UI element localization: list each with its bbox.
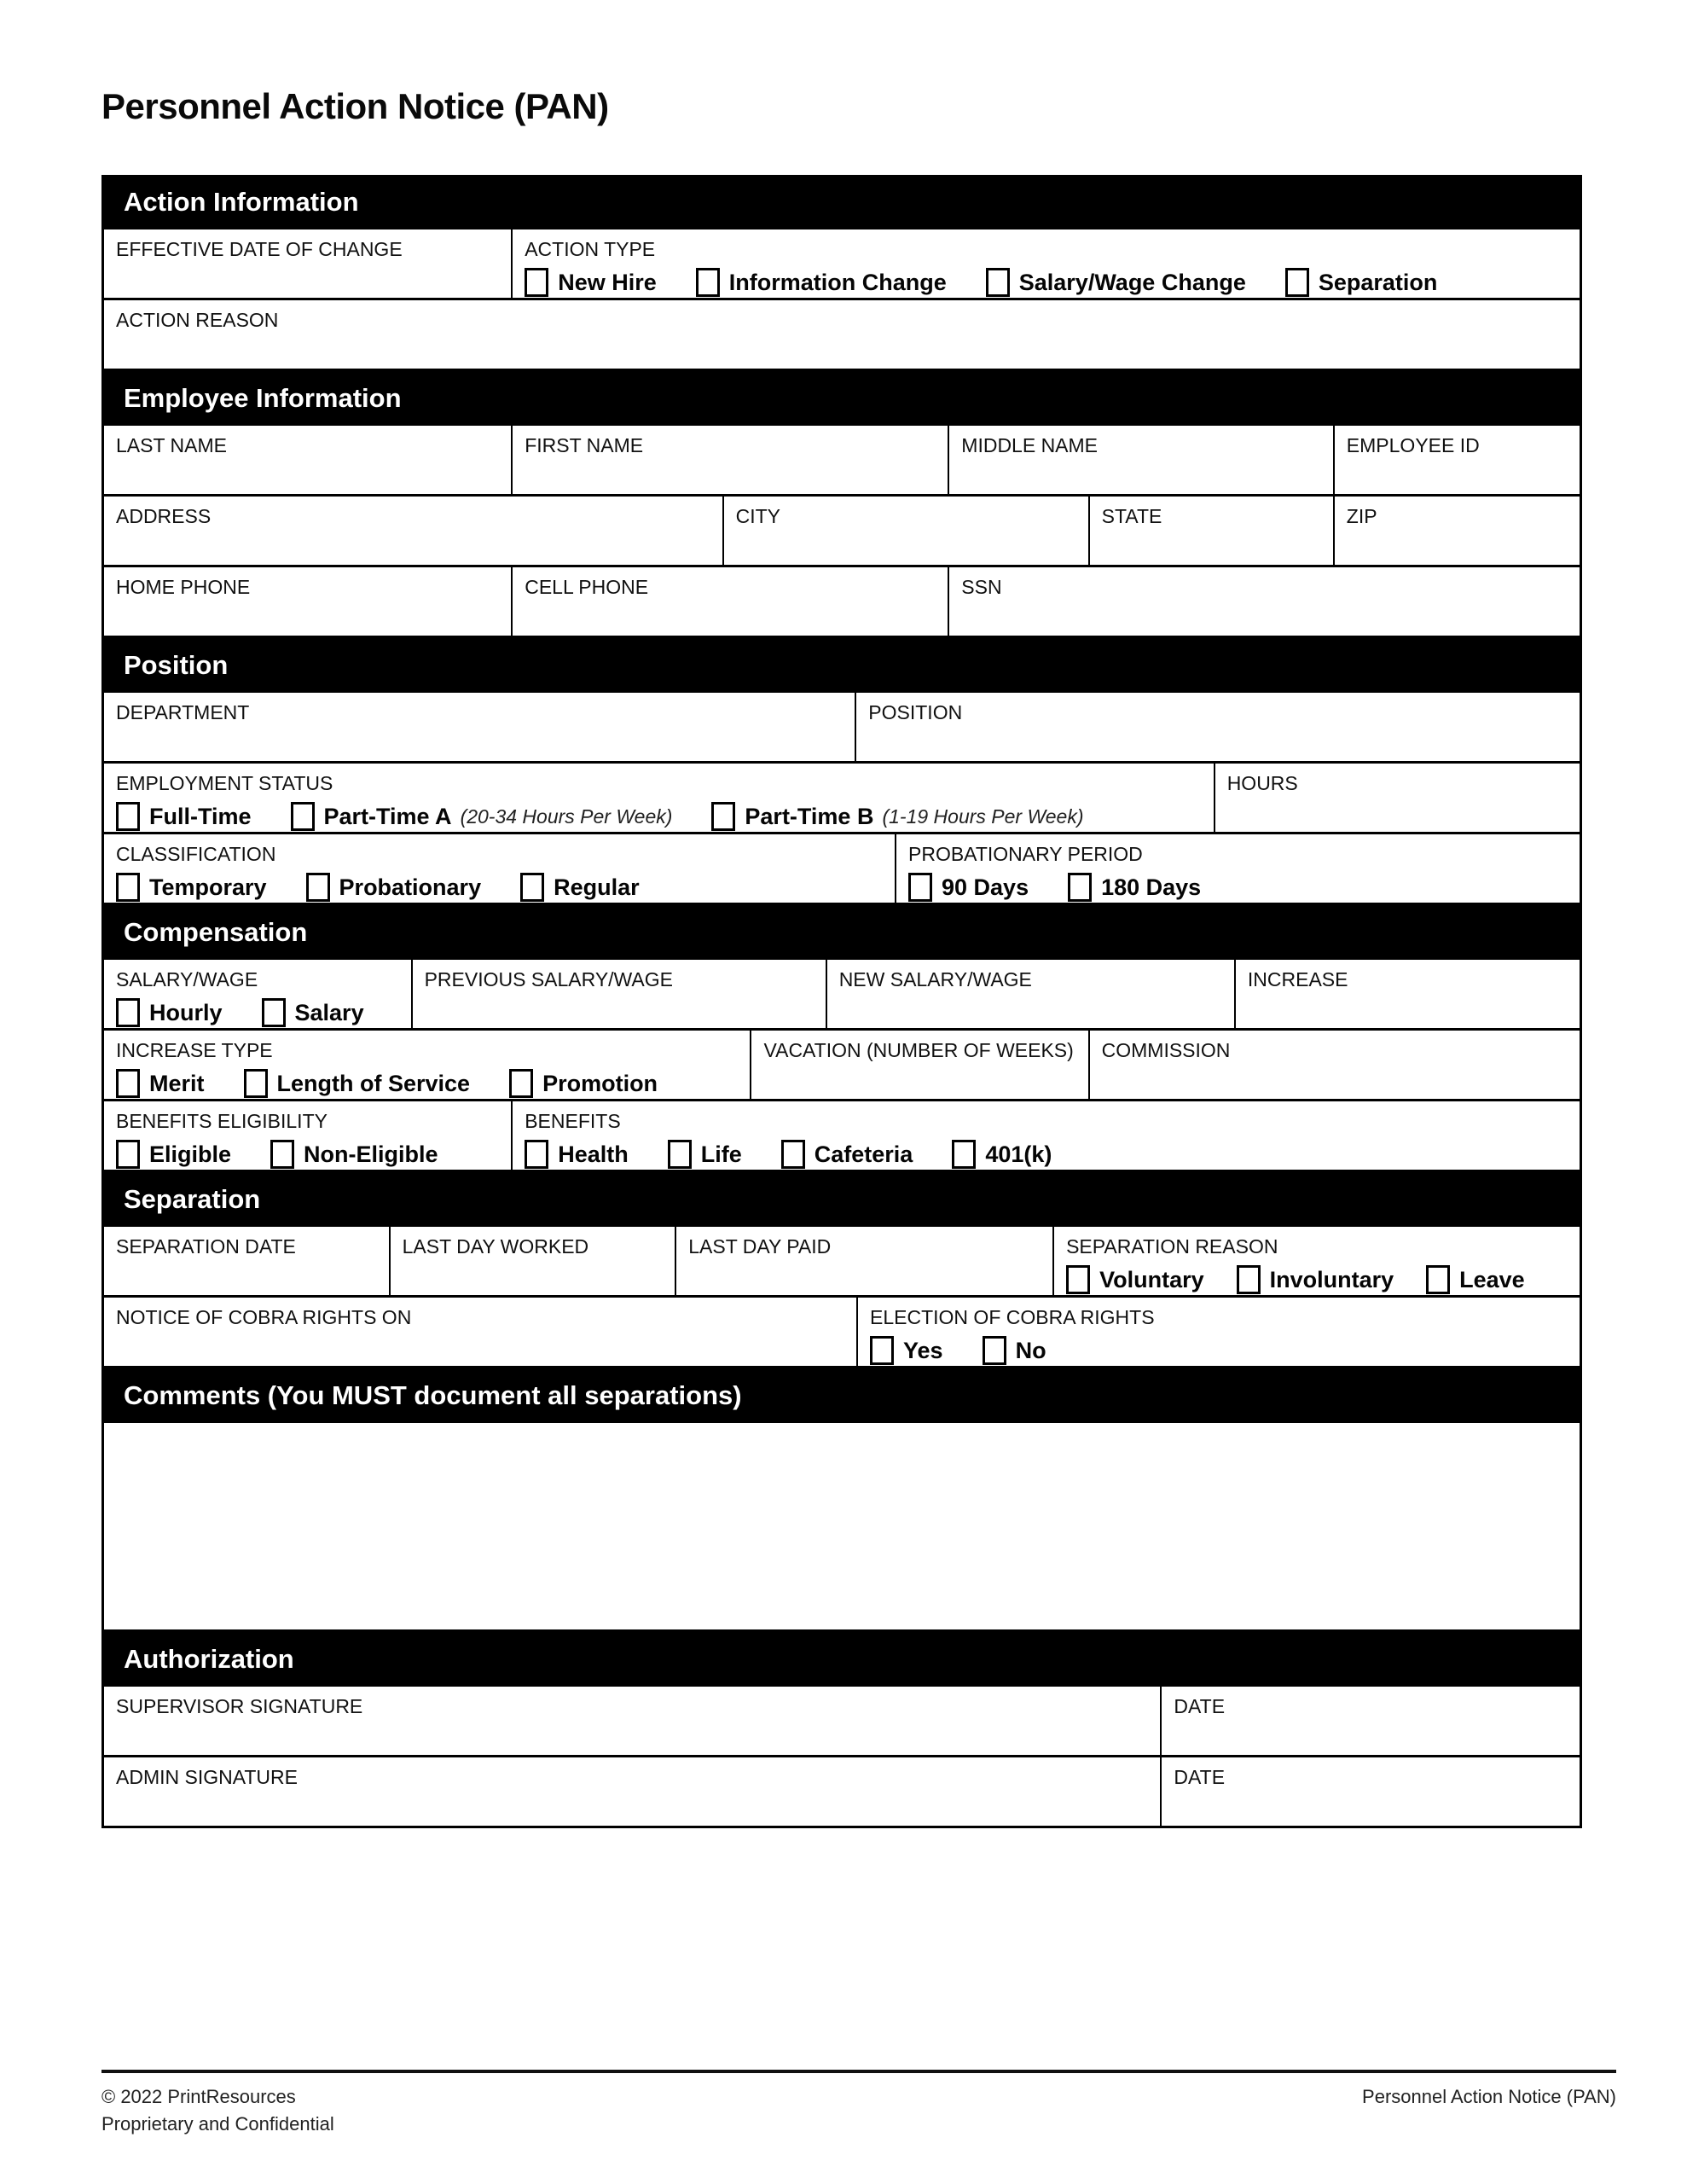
employee-id-field[interactable] bbox=[1335, 426, 1580, 494]
position-label: POSITION bbox=[868, 701, 963, 723]
supervisor-date-field[interactable] bbox=[1162, 1687, 1580, 1755]
life-checkbox[interactable] bbox=[668, 1140, 692, 1169]
salary-wage-label: SALARY/WAGE bbox=[116, 968, 258, 990]
section-header-label: Separation bbox=[124, 1184, 261, 1214]
middle-name-label: MIDDLE NAME bbox=[961, 434, 1099, 456]
option-cobra-no: No bbox=[983, 1336, 1046, 1365]
section-header-label: Employee Information bbox=[124, 383, 402, 413]
section-header-position bbox=[101, 638, 1582, 693]
section-header-authorization bbox=[101, 1632, 1582, 1687]
section-header-action-information bbox=[101, 175, 1582, 229]
cell-phone-label: CELL PHONE bbox=[525, 576, 649, 598]
address-label: ADDRESS bbox=[116, 505, 212, 527]
option-merit: Merit bbox=[116, 1069, 205, 1098]
part-time-b-checkbox[interactable] bbox=[711, 802, 735, 831]
regular-checkbox[interactable] bbox=[520, 873, 544, 902]
days-90-checkbox[interactable] bbox=[908, 873, 932, 902]
hours-field[interactable] bbox=[1215, 764, 1580, 832]
first-name-label: FIRST NAME bbox=[525, 434, 644, 456]
option-new-hire: New Hire bbox=[525, 268, 657, 297]
action-reason-label: ACTION REASON bbox=[116, 309, 279, 331]
cobra-no-checkbox[interactable] bbox=[983, 1336, 1006, 1365]
previous-salary-wage-field[interactable] bbox=[413, 960, 827, 1028]
information-change-checkbox[interactable] bbox=[696, 268, 720, 297]
state-field[interactable] bbox=[1090, 497, 1335, 565]
commission-field[interactable] bbox=[1090, 1031, 1580, 1099]
option-non-eligible: Non-Eligible bbox=[270, 1140, 438, 1169]
increase-field[interactable] bbox=[1236, 960, 1580, 1028]
salary-checkbox[interactable] bbox=[262, 998, 286, 1027]
first-name-field[interactable] bbox=[513, 426, 949, 494]
option-401k: 401(k) bbox=[952, 1140, 1052, 1169]
option-health: Health bbox=[525, 1140, 629, 1169]
effective-date-label: EFFECTIVE DATE OF CHANGE bbox=[116, 238, 403, 260]
employee-id-label: EMPLOYEE ID bbox=[1346, 434, 1480, 456]
option-salary-wage-change: Salary/Wage Change bbox=[986, 268, 1246, 297]
city-field[interactable] bbox=[724, 497, 1090, 565]
section-header-label: Position bbox=[124, 650, 229, 680]
option-cafeteria: Cafeteria bbox=[781, 1140, 913, 1169]
department-label: DEPARTMENT bbox=[116, 701, 250, 723]
option-cobra-yes: Yes bbox=[870, 1336, 943, 1365]
option-involuntary: Involuntary bbox=[1237, 1265, 1394, 1294]
option-life: Life bbox=[668, 1140, 742, 1169]
option-eligible: Eligible bbox=[116, 1140, 231, 1169]
action-type-label: ACTION TYPE bbox=[525, 238, 656, 260]
option-probationary: Probationary bbox=[306, 873, 482, 902]
section-header-label: Authorization bbox=[124, 1644, 294, 1674]
employment-status-group bbox=[104, 764, 1215, 832]
commission-label: COMMISSION bbox=[1101, 1039, 1231, 1061]
supervisor-signature-field[interactable] bbox=[104, 1687, 1162, 1755]
promotion-checkbox[interactable] bbox=[509, 1069, 533, 1098]
home-phone-label: HOME PHONE bbox=[116, 576, 251, 598]
supervisor-date-label: DATE bbox=[1174, 1695, 1226, 1717]
admin-date-label: DATE bbox=[1174, 1766, 1226, 1788]
department-field[interactable] bbox=[104, 693, 856, 761]
middle-name-field[interactable] bbox=[949, 426, 1335, 494]
option-regular: Regular bbox=[520, 873, 640, 902]
part-time-a-hours-hint: (20-34 Hours Per Week) bbox=[460, 804, 673, 828]
separation-reason-group bbox=[1054, 1227, 1580, 1295]
option-promotion: Promotion bbox=[509, 1069, 658, 1098]
home-phone-field[interactable] bbox=[104, 567, 513, 636]
last-day-worked-label: LAST DAY WORKED bbox=[402, 1235, 589, 1258]
voluntary-checkbox[interactable] bbox=[1066, 1265, 1090, 1294]
pan-form bbox=[101, 175, 1582, 1828]
cell-phone-field[interactable] bbox=[513, 567, 949, 636]
part-time-a-checkbox[interactable] bbox=[291, 802, 315, 831]
probationary-checkbox[interactable] bbox=[306, 873, 330, 902]
footer-copyright: © 2022 PrintResources bbox=[101, 2086, 296, 2107]
benefits-eligibility-group bbox=[104, 1101, 513, 1170]
salary-wage-group bbox=[104, 960, 413, 1028]
city-label: CITY bbox=[735, 505, 780, 527]
separation-date-label: SEPARATION DATE bbox=[116, 1235, 296, 1258]
part-time-b-hours-hint: (1-19 Hours Per Week) bbox=[882, 804, 1084, 828]
position-field[interactable] bbox=[856, 693, 1580, 761]
cobra-yes-checkbox[interactable] bbox=[870, 1336, 894, 1365]
new-hire-checkbox[interactable] bbox=[525, 268, 548, 297]
page-footer bbox=[101, 2070, 1616, 2138]
cobra-notice-label: NOTICE OF COBRA RIGHTS ON bbox=[116, 1306, 412, 1328]
section-header-employee-information bbox=[101, 371, 1582, 426]
full-time-checkbox[interactable] bbox=[116, 802, 140, 831]
option-part-time-b: Part-Time B (1-19 Hours Per Week) bbox=[711, 802, 1083, 831]
increase-type-label: INCREASE TYPE bbox=[116, 1039, 273, 1061]
ssn-label: SSN bbox=[961, 576, 1002, 598]
option-hourly: Hourly bbox=[116, 998, 223, 1027]
involuntary-checkbox[interactable] bbox=[1237, 1265, 1261, 1294]
admin-date-field[interactable] bbox=[1162, 1757, 1580, 1826]
ssn-field[interactable] bbox=[949, 567, 1580, 636]
new-salary-wage-label: NEW SALARY/WAGE bbox=[838, 968, 1032, 990]
section-header-label: Compensation bbox=[124, 917, 308, 947]
benefits-group bbox=[513, 1101, 1580, 1170]
admin-signature-label: ADMIN SIGNATURE bbox=[116, 1766, 298, 1788]
option-90-days: 90 Days bbox=[908, 873, 1029, 902]
comments-box[interactable] bbox=[104, 1423, 1580, 1629]
option-temporary: Temporary bbox=[116, 873, 267, 902]
benefits-eligibility-label: BENEFITS ELIGIBILITY bbox=[116, 1110, 328, 1132]
section-header-separation bbox=[101, 1172, 1582, 1227]
benefits-label: BENEFITS bbox=[525, 1110, 621, 1132]
supervisor-signature-label: SUPERVISOR SIGNATURE bbox=[116, 1695, 363, 1717]
length-of-service-checkbox[interactable] bbox=[244, 1069, 268, 1098]
action-reason-field[interactable] bbox=[104, 300, 1580, 369]
temporary-checkbox[interactable] bbox=[116, 873, 140, 902]
eligible-checkbox[interactable] bbox=[116, 1140, 140, 1169]
cafeteria-checkbox[interactable] bbox=[781, 1140, 805, 1169]
cobra-election-label: ELECTION OF COBRA RIGHTS bbox=[870, 1306, 1155, 1328]
days-180-checkbox[interactable] bbox=[1068, 873, 1092, 902]
last-name-label: LAST NAME bbox=[116, 434, 227, 456]
cobra-notice-date-field[interactable] bbox=[104, 1298, 858, 1366]
section-header-compensation bbox=[101, 905, 1582, 960]
state-label: STATE bbox=[1101, 505, 1162, 527]
option-part-time-a: Part-Time A (20-34 Hours Per Week) bbox=[291, 802, 673, 831]
salary-wage-change-checkbox[interactable] bbox=[986, 268, 1010, 297]
option-leave: Leave bbox=[1426, 1265, 1525, 1294]
classification-label: CLASSIFICATION bbox=[116, 843, 276, 865]
effective-date-of-change-field[interactable] bbox=[104, 229, 513, 298]
section-header-comments bbox=[101, 1368, 1582, 1423]
option-180-days: 180 Days bbox=[1068, 873, 1201, 902]
last-day-worked-field[interactable] bbox=[391, 1227, 677, 1295]
employment-status-label: EMPLOYMENT STATUS bbox=[116, 772, 333, 794]
last-day-paid-field[interactable] bbox=[676, 1227, 1054, 1295]
last-day-paid-label: LAST DAY PAID bbox=[688, 1235, 832, 1258]
increase-type-group bbox=[104, 1031, 751, 1099]
hours-label: HOURS bbox=[1226, 772, 1298, 794]
footer-document-title: Personnel Action Notice (PAN) bbox=[1362, 2086, 1616, 2107]
separation-date-field[interactable] bbox=[104, 1227, 391, 1295]
zip-field[interactable] bbox=[1335, 497, 1580, 565]
leave-checkbox[interactable] bbox=[1426, 1265, 1450, 1294]
separation-reason-label: SEPARATION REASON bbox=[1066, 1235, 1278, 1258]
non-eligible-checkbox[interactable] bbox=[270, 1140, 294, 1169]
address-field[interactable] bbox=[104, 497, 724, 565]
separation-checkbox[interactable] bbox=[1285, 268, 1309, 297]
probationary-period-group bbox=[896, 834, 1580, 903]
option-separation: Separation bbox=[1285, 268, 1438, 297]
admin-signature-field[interactable] bbox=[104, 1757, 1162, 1826]
retirement-401k-checkbox[interactable] bbox=[952, 1140, 976, 1169]
new-salary-wage-field[interactable] bbox=[827, 960, 1236, 1028]
classification-group bbox=[104, 834, 896, 903]
option-length-of-service: Length of Service bbox=[244, 1069, 471, 1098]
footer-left bbox=[101, 2083, 334, 2138]
hourly-checkbox[interactable] bbox=[116, 998, 140, 1027]
previous-salary-wage-label: PREVIOUS SALARY/WAGE bbox=[424, 968, 673, 990]
footer-confidential: Proprietary and Confidential bbox=[101, 2112, 334, 2135]
vacation-weeks-label: VACATION (NUMBER OF WEEKS) bbox=[763, 1039, 1074, 1061]
page-title: Personnel Action Notice (PAN) bbox=[101, 86, 609, 126]
health-checkbox[interactable] bbox=[525, 1140, 548, 1169]
last-name-field[interactable] bbox=[104, 426, 513, 494]
cobra-election-group bbox=[858, 1298, 1580, 1366]
increase-label: INCREASE bbox=[1247, 968, 1348, 990]
probationary-period-label: PROBATIONARY PERIOD bbox=[908, 843, 1143, 865]
section-header-label: Comments (You MUST document all separations) bbox=[124, 1380, 742, 1410]
option-information-change: Information Change bbox=[696, 268, 947, 297]
section-header-label: Action Information bbox=[124, 187, 359, 217]
option-voluntary: Voluntary bbox=[1066, 1265, 1204, 1294]
vacation-weeks-field[interactable] bbox=[751, 1031, 1089, 1099]
zip-label: ZIP bbox=[1346, 505, 1377, 527]
merit-checkbox[interactable] bbox=[116, 1069, 140, 1098]
option-full-time: Full-Time bbox=[116, 802, 252, 831]
action-type-group bbox=[513, 229, 1580, 298]
option-salary: Salary bbox=[262, 998, 364, 1027]
